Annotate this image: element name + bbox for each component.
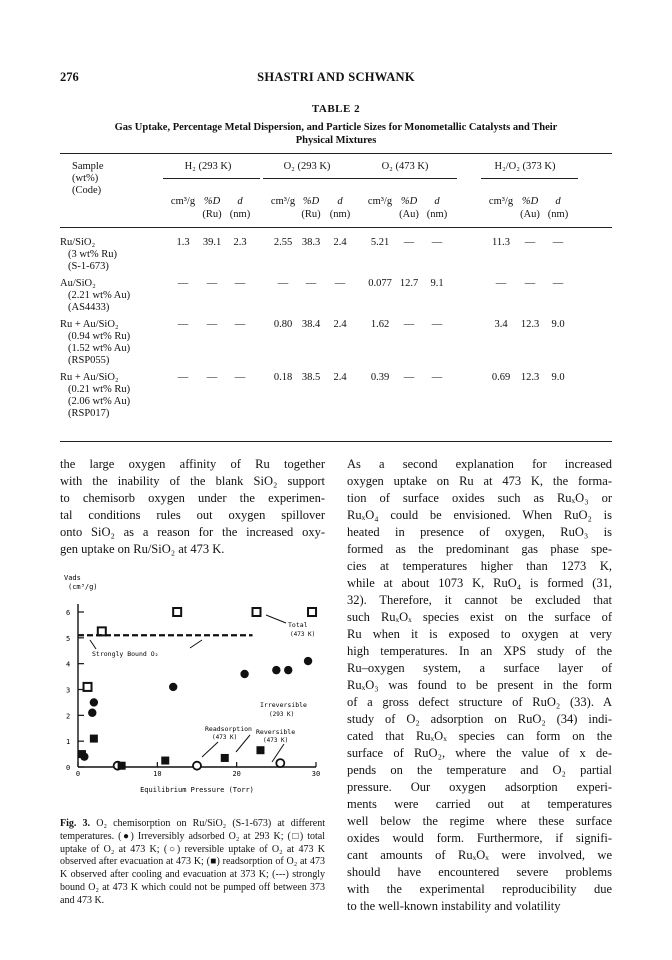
reversible-point <box>276 759 284 767</box>
table-group-header: O₂ (293 K) <box>283 161 331 172</box>
table-cell: 0.077 <box>368 278 392 289</box>
right-paragraph <box>347 456 612 915</box>
figure-caption-label: Fig. 3. <box>60 818 91 829</box>
table-row-label: (0.21 wt% Ru) <box>68 384 131 395</box>
annotation-strongly-arrow <box>90 640 96 649</box>
text-line: RuₓO₃ was found to be present in the form <box>347 678 612 692</box>
table-header-rule <box>60 227 612 228</box>
text-line: high temperatures. In an XPS study of the <box>347 644 612 658</box>
text-line: As a second explanation for increased <box>347 457 612 471</box>
left-column-text <box>60 456 325 558</box>
table-cell: — <box>177 319 189 330</box>
figure-caption <box>60 818 325 908</box>
table-subheader-size-unit: (nm) <box>329 209 351 220</box>
readsorption-point <box>161 757 169 765</box>
text-line: oxygen uptake on Ru at 473 K, the forma- <box>347 474 612 488</box>
y-tick-label: 4 <box>66 660 71 669</box>
irreversible-point <box>240 670 248 678</box>
table-group-header: H₂ (293 K) <box>184 161 232 172</box>
text-line: with the inability of the blank SiO₂ support <box>60 474 325 488</box>
table-label: TABLE 2 <box>311 103 361 115</box>
left-paragraph <box>60 456 325 558</box>
table-cell: — <box>206 319 218 330</box>
table-subheader-metal: (Ru) <box>301 209 321 220</box>
y-axis-label: Vads <box>64 574 81 582</box>
text-line: cant amounts of RuₓOₓ were involved, we <box>347 848 612 862</box>
text-line: Ru when it is exposed to oxygen at very <box>347 627 612 641</box>
annotation-irreversible-temp: (293 K) <box>269 711 295 718</box>
table-cell: — <box>552 237 564 248</box>
figure-3 <box>60 572 330 817</box>
table-cell: — <box>431 237 443 248</box>
table-cell: 0.18 <box>273 372 293 383</box>
text-line: tion of surface oxides such as RuₓO₃ or <box>347 491 612 505</box>
annotation-strongly-bound: Strongly Bound O₂ <box>92 650 159 658</box>
x-tick-label: 10 <box>153 770 162 778</box>
table-subheader-size: d <box>434 196 440 207</box>
total-uptake-point <box>84 683 92 691</box>
text-line: cies at temperatures higher than 1273 K, <box>347 559 612 573</box>
table-cell: — <box>206 372 218 383</box>
table-row-label: Ru + Au/SiO₂ <box>60 319 119 330</box>
table-subheader-size: d <box>555 196 561 207</box>
table-cell: 38.5 <box>301 372 321 383</box>
text-line: pends on the temperature and O₂ partial <box>347 763 612 777</box>
table-subheader-metal: (Au) <box>399 209 419 220</box>
table-cell: — <box>206 278 218 289</box>
annotation-reversible: Reversible <box>256 728 296 736</box>
table-cell: — <box>305 278 317 289</box>
table-header-sample: Sample <box>72 161 104 172</box>
text-line: should have encountered severe problems <box>347 865 612 879</box>
table-cell: 2.3 <box>233 237 247 248</box>
table-top-rule <box>60 153 612 154</box>
y-tick-label: 3 <box>66 686 71 695</box>
table-row-label: (2.21 wt% Au) <box>68 290 131 301</box>
table-cell: — <box>177 372 189 383</box>
table-row-label: (2.06 wt% Au) <box>68 396 131 407</box>
readsorption-point <box>118 762 126 770</box>
table-cell: 39.1 <box>202 237 222 248</box>
text-line: RuₓO₄ could be envisioned. When RuO₂ is <box>347 508 612 522</box>
y-tick-label: 0 <box>66 764 71 772</box>
table-cell: 1.3 <box>176 237 190 248</box>
table-row-label: Ru + Au/SiO₂ <box>60 372 119 383</box>
text-line: gen uptake on Ru/SiO₂ at 473 K. <box>60 542 225 556</box>
annotation-reversible-temp: (473 K) <box>263 737 289 744</box>
readsorption-point <box>221 754 229 762</box>
table-group-header: H₂/O₂ (373 K) <box>494 161 556 172</box>
table-cell: 0.69 <box>491 372 511 383</box>
table-subheader-unit: cm³/g <box>367 196 393 207</box>
table-cell: 9.1 <box>430 278 444 289</box>
table-cell: — <box>334 278 346 289</box>
table-cell: 12.7 <box>399 278 419 289</box>
table-cell: 0.80 <box>273 319 293 330</box>
text-line: heated in presence of oxygen, RuO₃ is <box>347 525 612 539</box>
table-cell: 12.3 <box>520 372 540 383</box>
table-cell: — <box>403 319 415 330</box>
x-tick-label: 20 <box>232 770 241 778</box>
annotation-readsorption: Readsorption <box>205 725 252 733</box>
x-axis-label: Equilibrium Pressure (Torr) <box>140 786 254 794</box>
total-uptake-point <box>253 608 261 616</box>
table-cell: 38.3 <box>301 237 321 248</box>
table-cell: 0.39 <box>370 372 390 383</box>
text-line: surface of RuO₂, where the value of x de- <box>347 746 612 760</box>
text-line: to chemisorb oxygen under the experimen- <box>60 491 325 505</box>
annotation-strongly-arrow-2 <box>190 640 202 648</box>
table-subheader-unit: cm³/g <box>488 196 514 207</box>
text-line: such RuₓOₓ species exist on the surface of <box>347 610 612 624</box>
table-subheader-unit: cm³/g <box>170 196 196 207</box>
table-cell: 5.21 <box>370 237 390 248</box>
annotation-readsorption-temp: (473 K) <box>212 734 238 741</box>
readsorption-point <box>78 750 86 758</box>
table-row-label: (S-1-673) <box>68 261 109 272</box>
x-tick-label: 0 <box>75 770 81 778</box>
text-line: cated that RuₓOₓ species can form on the <box>347 729 612 743</box>
annotation-total: Total <box>288 621 308 629</box>
text-line: to the well-known instability and volatility <box>347 899 561 913</box>
annotation-reversible-arrow <box>236 735 250 752</box>
text-line: Ru–oxygen system, a surface layer of <box>347 661 612 675</box>
table-subheader-size-unit: (nm) <box>426 209 448 220</box>
figure-caption-text: O₂ chemisorption on Ru/SiO₂ (S-1-673) at different temperatures. (●) Irreversibly adsorbed O₂ at 293 K; (□) total uptake of O₂ at 473 K; (○) reversible uptake of O₂ at 473 K observed after evacuation at 473 K; (■) readsorption of O₂ at 473 K observed after cooling and evacuation at 373 K; (---) strongly bound O₂ at 473 K which could not be pumped off between 373 and 473 K. <box>60 818 325 906</box>
table-group-header: O₂ (473 K) <box>381 161 429 172</box>
text-line: formed as the predominant gas phase spe- <box>347 542 612 556</box>
table-subheader-dispersion: %D <box>302 196 320 207</box>
table-cell: 38.4 <box>301 319 321 330</box>
text-line: onto SiO₂ as a reason for the increased oxy- <box>60 525 325 539</box>
table-cell: 2.4 <box>333 319 347 330</box>
table-group-rule <box>163 178 260 179</box>
table-cell: 1.62 <box>370 319 390 330</box>
table-header-sample: (wt%) <box>72 173 99 184</box>
table-header-sample: (Code) <box>72 185 102 196</box>
table-subheader-metal: (Au) <box>520 209 540 220</box>
table-cell: — <box>234 372 246 383</box>
text-line: study of O₂ adsorption on RuO₂ (34) indi- <box>347 712 612 726</box>
table-cell: 2.55 <box>273 237 293 248</box>
table-row-label: (1.52 wt% Au) <box>68 343 131 354</box>
irreversible-point <box>284 666 292 674</box>
table-row-label: (RSP055) <box>68 355 110 366</box>
table-cell: — <box>524 237 536 248</box>
table-row-label: Ru/SiO₂ <box>60 237 96 248</box>
table-cell: — <box>431 319 443 330</box>
x-tick-label: 30 <box>311 770 321 778</box>
table-cell: — <box>277 278 289 289</box>
irreversible-point <box>90 698 98 706</box>
reversible-point <box>193 762 201 770</box>
table-subheader-metal: (Ru) <box>202 209 222 220</box>
y-axis-unit: (cm³/g) <box>68 583 98 591</box>
table-subheader-size-unit: (nm) <box>547 209 569 220</box>
text-line: pressure. Our oxygen adsorption experi- <box>347 780 612 794</box>
text-line: the large oxygen affinity of Ru together <box>60 457 325 471</box>
table-cell: 9.0 <box>551 319 565 330</box>
table-subheader-dispersion: %D <box>400 196 418 207</box>
table-cell: 2.4 <box>333 372 347 383</box>
table-cell: — <box>403 372 415 383</box>
table-cell: 2.4 <box>333 237 347 248</box>
table-subheader-size: d <box>337 196 343 207</box>
y-tick-label: 6 <box>66 609 71 617</box>
readsorption-point <box>256 746 264 754</box>
table-row-label: (0.94 wt% Ru) <box>68 331 131 342</box>
table-subheader-dispersion: %D <box>521 196 539 207</box>
right-column-text <box>347 456 612 915</box>
text-line: ments were carried out at temperatures <box>347 797 612 811</box>
irreversible-point <box>169 683 177 691</box>
table-subheader-size: d <box>237 196 243 207</box>
table-row-label: (AS4433) <box>68 302 110 313</box>
text-line: tal conditions rules out oxygen spillover <box>60 508 325 522</box>
irreversible-point <box>88 709 96 717</box>
table-cell: 12.3 <box>520 319 540 330</box>
page-number: 276 <box>60 70 79 84</box>
annotation-readsorption-arrow <box>202 742 218 757</box>
table-cell: — <box>403 237 415 248</box>
table-group-rule <box>263 178 360 179</box>
total-uptake-point <box>173 608 181 616</box>
annotation-irreversible: Irreversible <box>260 701 307 709</box>
table-cell: — <box>177 278 189 289</box>
chemisorption-chart <box>60 572 330 812</box>
table-cell: 3.4 <box>494 319 508 330</box>
text-line: with the experimental reproducibility due <box>347 882 612 896</box>
y-tick-label: 1 <box>66 738 71 747</box>
y-tick-label: 2 <box>66 712 71 721</box>
text-line: oxides would form. Furthermore, if signifi- <box>347 831 612 845</box>
table-subheader-size-unit: (nm) <box>229 209 251 220</box>
table-bottom-rule <box>60 441 612 442</box>
table-cell: — <box>431 372 443 383</box>
table-cell: 11.3 <box>492 237 510 248</box>
text-line: while at about 1073 K, RuO₄ is formed (31, <box>347 576 612 590</box>
annotation-total-temp: (473 K) <box>290 631 316 638</box>
table-group-rule <box>481 178 578 179</box>
text-line: of a gross defect structure of RuO₂ (33). A <box>347 695 612 709</box>
running-head: SHASTRI AND SCHWANK <box>257 70 415 84</box>
table-cell: — <box>552 278 564 289</box>
readsorption-point <box>90 735 98 743</box>
table-row-label: Au/SiO₂ <box>60 278 96 289</box>
annotation-total-arrow <box>266 615 286 623</box>
table-row-label: (RSP017) <box>68 408 110 419</box>
table-subheader-dispersion: %D <box>203 196 221 207</box>
table-caption: Gas Uptake, Percentage Metal Dispersion, and Particle Sizes for Monometallic Catalysts and Their Physical Mixtures <box>114 122 558 146</box>
table-row-label: (3 wt% Ru) <box>68 249 117 260</box>
y-tick-label: 5 <box>66 634 71 643</box>
table-subheader-unit: cm³/g <box>270 196 296 207</box>
table-cell: — <box>234 319 246 330</box>
table-cell: — <box>495 278 507 289</box>
irreversible-point <box>272 666 280 674</box>
table-cell: — <box>524 278 536 289</box>
table-cell: — <box>234 278 246 289</box>
table-cell: 9.0 <box>551 372 565 383</box>
table-group-rule <box>360 178 457 179</box>
total-uptake-point <box>308 608 316 616</box>
text-line: 32). Therefore, it cannot be excluded that <box>347 593 612 607</box>
text-line: well below the regime where these surface <box>347 814 612 828</box>
irreversible-point <box>304 657 312 665</box>
